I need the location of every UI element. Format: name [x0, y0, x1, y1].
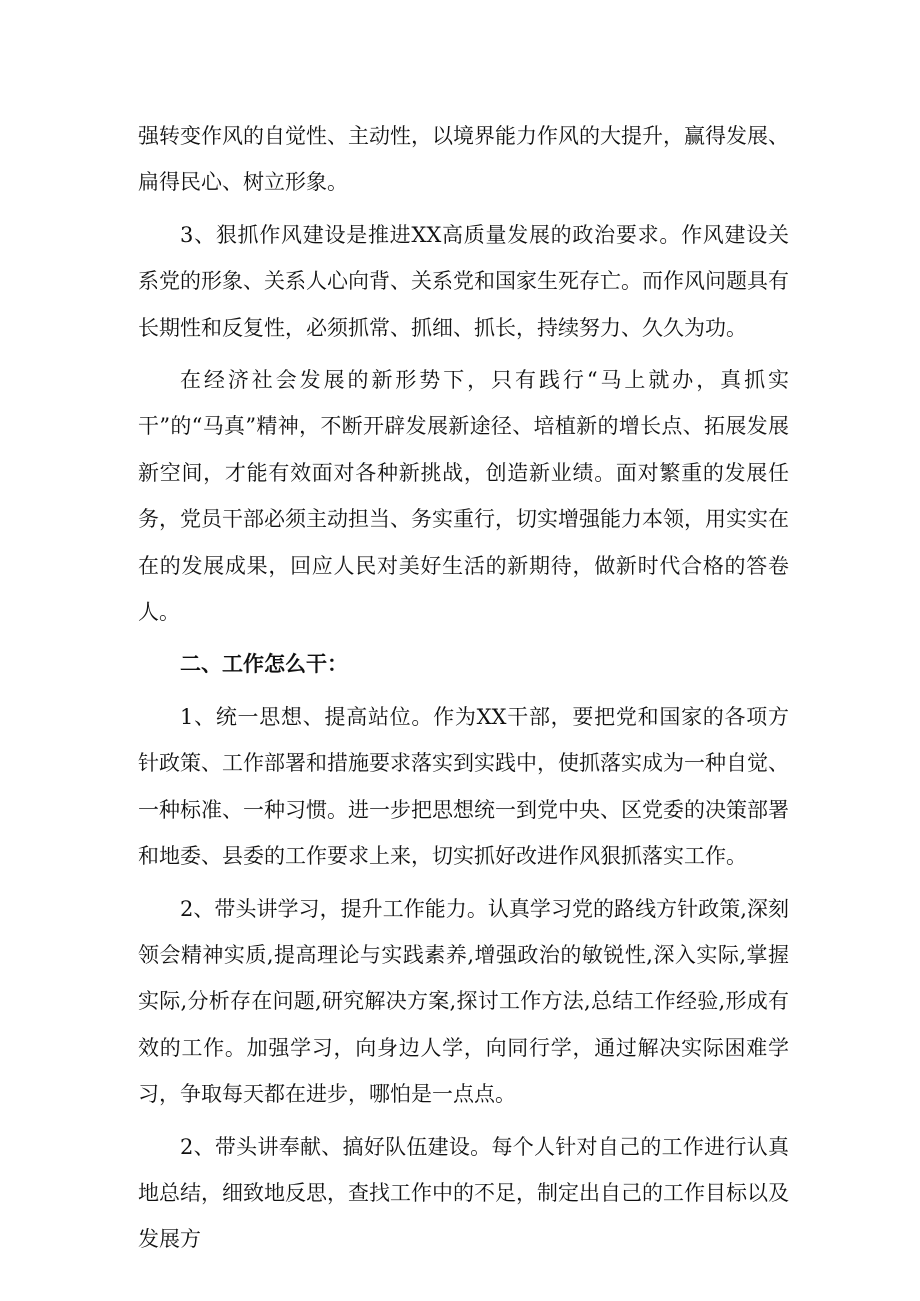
paragraph-lead-dedication: 2、带头讲奉献、搞好队伍建设。每个人针对自己的工作进行认真地总结，细致地反思，查找工作中的不足，制定出自己的工作目标以及发展方	[138, 1134, 789, 1252]
paragraph-unify-thinking: 1、统一思想、提高站位。作为XX干部，要把党和国家的各项方针政策、工作部署和措施要求落实到实践中，使抓落实成为一种自觉、一种标准、一种习惯。进一步把思想统一到党中央、区党委的决策部署和地委、县委的工作要求上来，切实抓好改进作风狠抓落实工作。	[138, 704, 789, 869]
paragraph-continuation: 强转变作风的自觉性、主动性，以境界能力作风的大提升，赢得发展、扁得民心、树立形象。	[138, 124, 789, 195]
paragraph-new-situation: 在经济社会发展的新形势下，只有践行“马上就办，真抓实干”的“马真”精神，不断开辟发展新途径、培植新的增长点、拓展发展新空间，才能有效面对各种新挑战，创造新业绩。面对繁重的发展任务，党员干部必须主动担当、务实重行，切实增强能力本领，用实实在在的发展成果，回应人民对美好生活的新期待，做新时代合格的答卷人。	[138, 368, 789, 625]
paragraph-point-3: 3、狠抓作风建设是推进XX高质量发展的政治要求。作风建设关系党的形象、关系人心向背、关系党和国家生死存亡。而作风问题具有长期性和反复性，必须抓常、抓细、抓长，持续努力、久久为功。	[138, 222, 789, 340]
section-heading-how-to-work: 二、工作怎么干：	[180, 651, 348, 677]
document-body	[138, 113, 789, 1269]
paragraph-lead-learning: 2、带头讲学习，提升工作能力。认真学习党的路线方针政策,深刻领会精神实质,提高理论与实践素养,增强政治的敏锐性,深入实际,掌握实际,分析存在问题,研究解决方案,探讨工作方法,总结工作经验,形成有效的工作。加强学习，向身边人学，向同行学，通过解决实际困难学习，争取每天都在进步，哪怕是一点点。	[138, 896, 789, 1107]
